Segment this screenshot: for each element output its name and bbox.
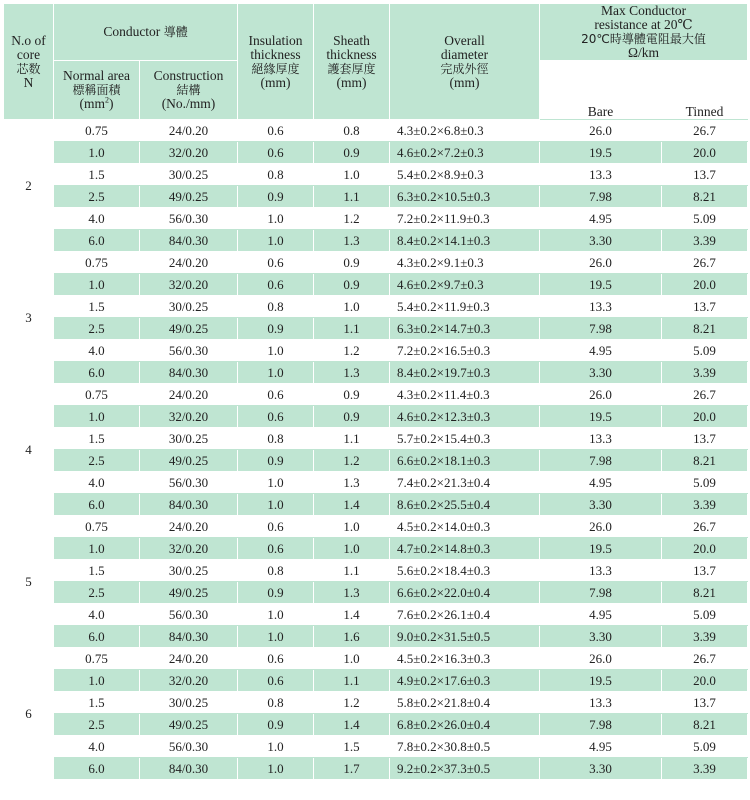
area-cell: 2.5 bbox=[54, 582, 140, 604]
diameter-cell: 5.4±0.2×11.9±0.3 bbox=[390, 296, 540, 318]
insulation-cell: 1.0 bbox=[238, 340, 314, 362]
tinned-cell: 26.7 bbox=[662, 252, 748, 274]
tinned-cell: 3.39 bbox=[662, 758, 748, 780]
diameter-cell: 6.6±0.2×22.0±0.4 bbox=[390, 582, 540, 604]
table-row bbox=[4, 142, 748, 164]
core-count-cell: 4 bbox=[4, 384, 54, 516]
insulation-cell: 0.9 bbox=[238, 714, 314, 736]
diameter-cell: 4.3±0.2×6.8±0.3 bbox=[390, 120, 540, 142]
diameter-cell: 6.3±0.2×10.5±0.3 bbox=[390, 186, 540, 208]
bare-cell: 26.0 bbox=[540, 120, 662, 142]
area-cell: 1.5 bbox=[54, 692, 140, 714]
construction-cell: 49/0.25 bbox=[140, 450, 238, 472]
diameter-cell: 5.7±0.2×15.4±0.3 bbox=[390, 428, 540, 450]
tinned-cell: 5.09 bbox=[662, 340, 748, 362]
construction-cell: 24/0.20 bbox=[140, 516, 238, 538]
table-row bbox=[4, 318, 748, 340]
construction-cell: 24/0.20 bbox=[140, 648, 238, 670]
table-row bbox=[4, 428, 748, 450]
insulation-cell: 0.8 bbox=[238, 164, 314, 186]
insulation-cell: 1.0 bbox=[238, 472, 314, 494]
sheath-cell: 1.1 bbox=[314, 560, 390, 582]
insulation-cell: 1.0 bbox=[238, 230, 314, 252]
tinned-cell: 5.09 bbox=[662, 604, 748, 626]
insulation-cell: 0.6 bbox=[238, 648, 314, 670]
tinned-cell: 8.21 bbox=[662, 186, 748, 208]
construction-cell: 56/0.30 bbox=[140, 340, 238, 362]
table-row bbox=[4, 340, 748, 362]
insulation-cell: 0.9 bbox=[238, 318, 314, 340]
construction-cell: 32/0.20 bbox=[140, 142, 238, 164]
tinned-cell: 26.7 bbox=[662, 516, 748, 538]
tinned-cell: 13.7 bbox=[662, 692, 748, 714]
sheath-cell: 1.1 bbox=[314, 318, 390, 340]
table-row bbox=[4, 472, 748, 494]
sheath-cell: 1.3 bbox=[314, 230, 390, 252]
sheath-cell: 1.1 bbox=[314, 670, 390, 692]
sheath-cell: 1.1 bbox=[314, 186, 390, 208]
bare-cell: 3.30 bbox=[540, 626, 662, 648]
sheath-cell: 0.9 bbox=[314, 274, 390, 296]
insulation-cell: 0.6 bbox=[238, 516, 314, 538]
header-cores: N.o of core 芯数 N bbox=[4, 4, 54, 120]
insulation-cell: 0.6 bbox=[238, 406, 314, 428]
bare-cell: 13.3 bbox=[540, 692, 662, 714]
bare-cell: 7.98 bbox=[540, 714, 662, 736]
core-count-cell: 6 bbox=[4, 648, 54, 780]
bare-cell: 13.3 bbox=[540, 560, 662, 582]
tinned-cell: 3.39 bbox=[662, 494, 748, 516]
bare-cell: 13.3 bbox=[540, 296, 662, 318]
area-cell: 2.5 bbox=[54, 186, 140, 208]
bare-cell: 4.95 bbox=[540, 736, 662, 758]
diameter-cell: 4.6±0.2×12.3±0.3 bbox=[390, 406, 540, 428]
sheath-cell: 1.3 bbox=[314, 472, 390, 494]
bare-cell: 3.30 bbox=[540, 362, 662, 384]
construction-cell: 84/0.30 bbox=[140, 494, 238, 516]
area-cell: 1.5 bbox=[54, 164, 140, 186]
sheath-cell: 1.0 bbox=[314, 164, 390, 186]
sheath-cell: 1.2 bbox=[314, 208, 390, 230]
insulation-cell: 0.6 bbox=[238, 274, 314, 296]
sheath-cell: 1.6 bbox=[314, 626, 390, 648]
construction-cell: 24/0.20 bbox=[140, 252, 238, 274]
insulation-cell: 1.0 bbox=[238, 758, 314, 780]
construction-cell: 32/0.20 bbox=[140, 538, 238, 560]
construction-cell: 56/0.30 bbox=[140, 208, 238, 230]
diameter-cell: 6.8±0.2×26.0±0.4 bbox=[390, 714, 540, 736]
area-cell: 4.0 bbox=[54, 208, 140, 230]
area-cell: 0.75 bbox=[54, 252, 140, 274]
area-cell: 2.5 bbox=[54, 318, 140, 340]
bare-cell: 4.95 bbox=[540, 208, 662, 230]
table-row bbox=[4, 296, 748, 318]
core-count-cell: 3 bbox=[4, 252, 54, 384]
diameter-cell: 6.3±0.2×14.7±0.3 bbox=[390, 318, 540, 340]
area-cell: 1.0 bbox=[54, 142, 140, 164]
sheath-cell: 1.7 bbox=[314, 758, 390, 780]
tinned-cell: 13.7 bbox=[662, 428, 748, 450]
header-normal-area: Normal area 標稱面積 $(mm^2)$ bbox=[54, 61, 140, 120]
diameter-cell: 8.6±0.2×25.5±0.4 bbox=[390, 494, 540, 516]
bare-cell: 26.0 bbox=[540, 252, 662, 274]
diameter-cell: 4.3±0.2×9.1±0.3 bbox=[390, 252, 540, 274]
header-bare: Bare bbox=[540, 61, 662, 120]
diameter-cell: 4.5±0.2×14.0±0.3 bbox=[390, 516, 540, 538]
table-row bbox=[4, 560, 748, 582]
insulation-cell: 1.0 bbox=[238, 208, 314, 230]
insulation-cell: 1.0 bbox=[238, 604, 314, 626]
construction-cell: 84/0.30 bbox=[140, 362, 238, 384]
area-cell: 4.0 bbox=[54, 736, 140, 758]
header-conductor: Conductor 導體 bbox=[54, 4, 238, 61]
tinned-cell: 26.7 bbox=[662, 648, 748, 670]
diameter-cell: 9.0±0.2×31.5±0.5 bbox=[390, 626, 540, 648]
bare-cell: 19.5 bbox=[540, 406, 662, 428]
table-row bbox=[4, 252, 748, 274]
diameter-cell: 7.2±0.2×16.5±0.3 bbox=[390, 340, 540, 362]
insulation-cell: 1.0 bbox=[238, 362, 314, 384]
area-cell: 2.5 bbox=[54, 714, 140, 736]
header-diameter: Overall diameter 完成外徑 (mm) bbox=[390, 4, 540, 120]
area-cell: 4.0 bbox=[54, 340, 140, 362]
construction-cell: 24/0.20 bbox=[140, 384, 238, 406]
insulation-cell: 0.9 bbox=[238, 582, 314, 604]
table-body bbox=[4, 120, 748, 780]
area-cell: 0.75 bbox=[54, 516, 140, 538]
insulation-cell: 1.0 bbox=[238, 626, 314, 648]
bare-cell: 3.30 bbox=[540, 758, 662, 780]
construction-cell: 56/0.30 bbox=[140, 736, 238, 758]
diameter-cell: 4.3±0.2×11.4±0.3 bbox=[390, 384, 540, 406]
insulation-cell: 1.0 bbox=[238, 494, 314, 516]
table-row bbox=[4, 186, 748, 208]
tinned-cell: 8.21 bbox=[662, 714, 748, 736]
bare-cell: 3.30 bbox=[540, 230, 662, 252]
bare-cell: 7.98 bbox=[540, 582, 662, 604]
bare-cell: 4.95 bbox=[540, 472, 662, 494]
insulation-cell: 0.9 bbox=[238, 186, 314, 208]
tinned-cell: 5.09 bbox=[662, 736, 748, 758]
tinned-cell: 20.0 bbox=[662, 538, 748, 560]
sheath-cell: 1.0 bbox=[314, 296, 390, 318]
area-cell: 1.0 bbox=[54, 406, 140, 428]
table-row bbox=[4, 714, 748, 736]
tinned-cell: 5.09 bbox=[662, 472, 748, 494]
construction-cell: 32/0.20 bbox=[140, 670, 238, 692]
sheath-cell: 0.9 bbox=[314, 384, 390, 406]
diameter-cell: 7.6±0.2×26.1±0.4 bbox=[390, 604, 540, 626]
table-row bbox=[4, 120, 748, 142]
header-tinned: Tinned bbox=[662, 61, 748, 120]
cable-spec-table bbox=[3, 3, 748, 780]
bare-cell: 3.30 bbox=[540, 494, 662, 516]
insulation-cell: 0.6 bbox=[238, 120, 314, 142]
tinned-cell: 20.0 bbox=[662, 142, 748, 164]
tinned-cell: 8.21 bbox=[662, 450, 748, 472]
insulation-cell: 0.6 bbox=[238, 142, 314, 164]
area-cell: 1.0 bbox=[54, 274, 140, 296]
tinned-cell: 20.0 bbox=[662, 406, 748, 428]
sheath-cell: 0.9 bbox=[314, 142, 390, 164]
diameter-cell: 4.7±0.2×14.8±0.3 bbox=[390, 538, 540, 560]
construction-cell: 32/0.20 bbox=[140, 274, 238, 296]
table-row bbox=[4, 736, 748, 758]
area-cell: 1.5 bbox=[54, 428, 140, 450]
insulation-cell: 1.0 bbox=[238, 736, 314, 758]
construction-cell: 84/0.30 bbox=[140, 230, 238, 252]
sheath-cell: 1.0 bbox=[314, 538, 390, 560]
tinned-cell: 5.09 bbox=[662, 208, 748, 230]
bare-cell: 4.95 bbox=[540, 604, 662, 626]
area-cell: 6.0 bbox=[54, 494, 140, 516]
tinned-cell: 13.7 bbox=[662, 164, 748, 186]
area-cell: 6.0 bbox=[54, 758, 140, 780]
bare-cell: 26.0 bbox=[540, 384, 662, 406]
construction-cell: 56/0.30 bbox=[140, 472, 238, 494]
tinned-cell: 3.39 bbox=[662, 362, 748, 384]
table-row bbox=[4, 758, 748, 780]
area-cell: 1.0 bbox=[54, 538, 140, 560]
bare-cell: 13.3 bbox=[540, 428, 662, 450]
area-cell: 6.0 bbox=[54, 230, 140, 252]
sheath-cell: 1.2 bbox=[314, 450, 390, 472]
sheath-cell: 1.3 bbox=[314, 362, 390, 384]
diameter-cell: 4.5±0.2×16.3±0.3 bbox=[390, 648, 540, 670]
construction-cell: 30/0.25 bbox=[140, 296, 238, 318]
diameter-cell: 8.4±0.2×14.1±0.3 bbox=[390, 230, 540, 252]
construction-cell: 24/0.20 bbox=[140, 120, 238, 142]
header-insulation: Insulation thickness 絕緣厚度 (mm) bbox=[238, 4, 314, 120]
sheath-cell: 1.2 bbox=[314, 692, 390, 714]
construction-cell: 30/0.25 bbox=[140, 164, 238, 186]
table-row bbox=[4, 604, 748, 626]
sheath-cell: 1.3 bbox=[314, 582, 390, 604]
core-count-cell: 2 bbox=[4, 120, 54, 252]
construction-cell: 30/0.25 bbox=[140, 428, 238, 450]
diameter-cell: 7.2±0.2×11.9±0.3 bbox=[390, 208, 540, 230]
sheath-cell: 1.4 bbox=[314, 604, 390, 626]
area-cell: 4.0 bbox=[54, 472, 140, 494]
area-cell: 2.5 bbox=[54, 450, 140, 472]
table-row bbox=[4, 208, 748, 230]
bare-cell: 7.98 bbox=[540, 450, 662, 472]
diameter-cell: 8.4±0.2×19.7±0.3 bbox=[390, 362, 540, 384]
tinned-cell: 13.7 bbox=[662, 296, 748, 318]
table-row bbox=[4, 582, 748, 604]
bare-cell: 13.3 bbox=[540, 164, 662, 186]
construction-cell: 49/0.25 bbox=[140, 318, 238, 340]
table-row bbox=[4, 450, 748, 472]
tinned-cell: 20.0 bbox=[662, 670, 748, 692]
construction-cell: 49/0.25 bbox=[140, 582, 238, 604]
tinned-cell: 3.39 bbox=[662, 626, 748, 648]
sheath-cell: 1.0 bbox=[314, 648, 390, 670]
sheath-cell: 1.4 bbox=[314, 714, 390, 736]
diameter-cell: 5.8±0.2×21.8±0.4 bbox=[390, 692, 540, 714]
area-cell: 0.75 bbox=[54, 120, 140, 142]
bare-cell: 26.0 bbox=[540, 516, 662, 538]
construction-cell: 30/0.25 bbox=[140, 560, 238, 582]
area-cell: 6.0 bbox=[54, 362, 140, 384]
table-row bbox=[4, 648, 748, 670]
bare-cell: 7.98 bbox=[540, 186, 662, 208]
table-row bbox=[4, 494, 748, 516]
insulation-cell: 0.8 bbox=[238, 296, 314, 318]
diameter-cell: 5.4±0.2×8.9±0.3 bbox=[390, 164, 540, 186]
bare-cell: 19.5 bbox=[540, 538, 662, 560]
table-row bbox=[4, 362, 748, 384]
diameter-cell: 7.4±0.2×21.3±0.4 bbox=[390, 472, 540, 494]
sheath-cell: 1.1 bbox=[314, 428, 390, 450]
bare-cell: 4.95 bbox=[540, 340, 662, 362]
table-row bbox=[4, 516, 748, 538]
sheath-cell: 1.2 bbox=[314, 340, 390, 362]
table-row bbox=[4, 384, 748, 406]
insulation-cell: 0.6 bbox=[238, 252, 314, 274]
insulation-cell: 0.8 bbox=[238, 560, 314, 582]
diameter-cell: 4.6±0.2×9.7±0.3 bbox=[390, 274, 540, 296]
construction-cell: 84/0.30 bbox=[140, 758, 238, 780]
sheath-cell: 1.4 bbox=[314, 494, 390, 516]
bare-cell: 19.5 bbox=[540, 670, 662, 692]
insulation-cell: 0.9 bbox=[238, 450, 314, 472]
table-row bbox=[4, 230, 748, 252]
construction-cell: 84/0.30 bbox=[140, 626, 238, 648]
bare-cell: 26.0 bbox=[540, 648, 662, 670]
table-row bbox=[4, 274, 748, 296]
diameter-cell: 5.6±0.2×18.4±0.3 bbox=[390, 560, 540, 582]
table-row bbox=[4, 670, 748, 692]
tinned-cell: 26.7 bbox=[662, 384, 748, 406]
table-row bbox=[4, 538, 748, 560]
construction-cell: 49/0.25 bbox=[140, 186, 238, 208]
cable-spec-table-wrapper bbox=[3, 3, 747, 780]
area-cell: 0.75 bbox=[54, 648, 140, 670]
insulation-cell: 0.8 bbox=[238, 428, 314, 450]
area-cell: 4.0 bbox=[54, 604, 140, 626]
area-cell: 1.5 bbox=[54, 560, 140, 582]
bare-cell: 19.5 bbox=[540, 142, 662, 164]
insulation-cell: 0.8 bbox=[238, 692, 314, 714]
tinned-cell: 13.7 bbox=[662, 560, 748, 582]
construction-cell: 49/0.25 bbox=[140, 714, 238, 736]
table-row bbox=[4, 164, 748, 186]
header-sheath: Sheath thickness 護套厚度 (mm) bbox=[314, 4, 390, 120]
table-row bbox=[4, 626, 748, 648]
bare-cell: 19.5 bbox=[540, 274, 662, 296]
tinned-cell: 26.7 bbox=[662, 120, 748, 142]
diameter-cell: 9.2±0.2×37.3±0.5 bbox=[390, 758, 540, 780]
tinned-cell: 20.0 bbox=[662, 274, 748, 296]
sheath-cell: 1.5 bbox=[314, 736, 390, 758]
diameter-cell: 6.6±0.2×18.1±0.3 bbox=[390, 450, 540, 472]
insulation-cell: 0.6 bbox=[238, 384, 314, 406]
diameter-cell: 7.8±0.2×30.8±0.5 bbox=[390, 736, 540, 758]
tinned-cell: 8.21 bbox=[662, 318, 748, 340]
diameter-cell: 4.6±0.2×7.2±0.3 bbox=[390, 142, 540, 164]
construction-cell: 30/0.25 bbox=[140, 692, 238, 714]
sheath-cell: 1.0 bbox=[314, 516, 390, 538]
table-row bbox=[4, 406, 748, 428]
area-cell: 1.0 bbox=[54, 670, 140, 692]
area-cell: 6.0 bbox=[54, 626, 140, 648]
insulation-cell: 0.6 bbox=[238, 670, 314, 692]
bare-cell: 7.98 bbox=[540, 318, 662, 340]
tinned-cell: 3.39 bbox=[662, 230, 748, 252]
construction-cell: 32/0.20 bbox=[140, 406, 238, 428]
core-count-cell: 5 bbox=[4, 516, 54, 648]
sheath-cell: 0.9 bbox=[314, 252, 390, 274]
area-cell: 1.5 bbox=[54, 296, 140, 318]
sheath-cell: 0.9 bbox=[314, 406, 390, 428]
insulation-cell: 0.6 bbox=[238, 538, 314, 560]
area-cell: 0.75 bbox=[54, 384, 140, 406]
header-construction: Construction 結構 (No./mm) bbox=[140, 61, 238, 120]
header-resistance: Max Conductor resistance at 20℃ 20℃時導體電阻最大值 Ω/km bbox=[540, 4, 748, 61]
diameter-cell: 4.9±0.2×17.6±0.3 bbox=[390, 670, 540, 692]
sheath-cell: 0.8 bbox=[314, 120, 390, 142]
table-row bbox=[4, 692, 748, 714]
construction-cell: 56/0.30 bbox=[140, 604, 238, 626]
tinned-cell: 8.21 bbox=[662, 582, 748, 604]
